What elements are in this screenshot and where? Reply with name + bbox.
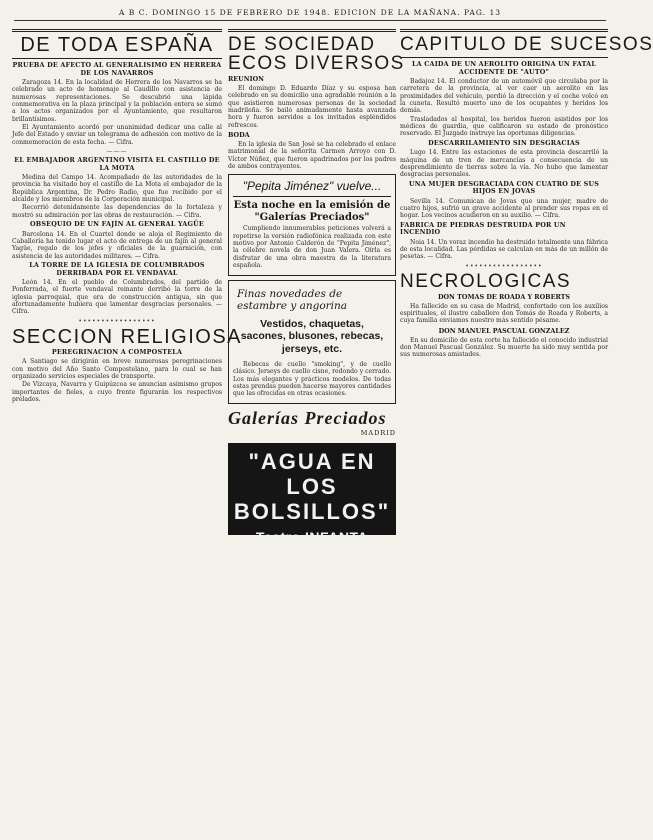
separator: ——— (106, 148, 128, 156)
article-paragraph: Sevilla 14. Comunican de Jovas que una mujer, madre de cuatro hijos, sufrió un grave accidente al prender sus ropas en el hogar. Los vecinos acudieron en su auxilio. — Cifra. (400, 197, 608, 220)
obituary-name: DON TOMAS DE ROADA Y ROBERTS (437, 292, 571, 301)
article-headline: UNA MUJER DESGRACIADA CON CUATRO DE SUS HIJOS EN JOVAS (408, 179, 600, 196)
news-label-boda: BODA (228, 131, 250, 140)
column-capitulo-de-sucesos (400, 26, 653, 832)
section-title-necrologicas: NECROLOGICAS (400, 270, 572, 292)
divider (400, 57, 608, 58)
brand-city: MADRID (360, 428, 396, 437)
article-headline: PEREGRINACION A COMPOSTELA (51, 347, 183, 356)
divider (400, 29, 608, 32)
article-paragraph: A Santiago se dirigirán en breve numerosas peregrinaciones con motivo del Año Santo Compostelano, para lo cual se han organizado servicios especiales de transporte. (12, 358, 222, 380)
divider (233, 196, 391, 197)
article-headline: LA CAIDA DE UN AEROLITO ORIGINA UN FATAL ACCIDENTE DE "AUTO" (411, 60, 597, 76)
article-paragraph: Ha fallecido en su casa de Madrid, confortado con los auxilios espirituales, el ilustre caballero don Tomás de Roada y Roberts, a cuya familia enviamos nuestro más sentido pésame. (400, 302, 608, 325)
article-paragraph: En su domicilio de esta corte ha fallecido el conocido industrial don Manuel Pascual González. Su muerte ha sido muy sentida por sus numerosas amistades. (400, 336, 608, 359)
article-paragraph: En la iglesia de San José se ha celebrado el enlace matrimonial de la señorita Carmen Arroyo con D. Víctor Núñez, que fueron apadrinados por los padres de ambos contrayentes. (228, 141, 396, 171)
column-de-sociedad (228, 26, 405, 832)
article-paragraph: León 14. En el pueblo de Columbrados, del partido de Ponferrada, el fuerte vendaval reinante derribó la torre de la iglesia parroquial, que era de construcción antigua, sin que afortunadamente hubiera que lamentar desgracias personales. — Cifra. (12, 279, 222, 316)
divider (12, 29, 222, 32)
ad-products-list: Vestidos, chaquetas, sacones, blusones, rebecas, jerseys, etc. (240, 317, 384, 355)
article-paragraph: Noia 14. Un voraz incendio ha destruido totalmente una fábrica de esta localidad. Las pérdidas se calculan en más de un millón de pesetas. — Cifra. (400, 238, 608, 261)
article-paragraph: El Ayuntamiento acordó por unanimidad dedicar una calle al Jefe del Estado y enviar un telegrama de adhesión con motivo de la conmemoración de esta fecha. — Cifra. (12, 124, 222, 146)
article-paragraph: Lugo 14. Entre las estaciones de esta provincia descarriló la máquina de un tren de mercancías a consecuencia de un desprendimiento de tierras sobre la vía. No hubo que lamentar desgracias personales. (400, 149, 608, 179)
section-title-de-toda-espana: DE TODA ESPAÑA (20, 34, 214, 56)
section-title-capitulo-de-sucesos: CAPITULO DE SUCESOS (400, 34, 653, 55)
article-paragraph: Badajoz 14. El conductor de un automóvil que circulaba por la carretera de la provincia, al ver caer un aerolito en las proximidades del vehículo, perdió la dirección y el coche volcó en la cuneta. Resultó muerto uno de los ocupantes y heridos los demás. (400, 78, 608, 115)
article-headline: FABRICA DE PIEDRAS DESTRUIDA POR UN INCENDIO (400, 220, 566, 237)
article-paragraph: Trasladados al hospital, los heridos fueron asistidos por los médicos de guardia, que calificaron su estado de pronóstico reservado. El Juzgado instruye las oportunas diligencias. (400, 115, 608, 138)
article-headline: OBSEQUIO DE UN FAJÍN AL GENERAL YAGÜE (30, 220, 204, 229)
advertisement-galerias-preciados (228, 280, 396, 404)
article-headline: PRUEBA DE AFECTO AL GENERALISIMO EN HERRERA DE LOS NAVARROS (12, 61, 222, 77)
article-headline: DESCARRILAMIENTO SIN DESGRACIAS (428, 138, 580, 147)
article-headline: EL EMBAJADOR ARGENTINO VISITA EL CASTILLO DE LA MOTA (14, 156, 220, 172)
news-label-reunion: REUNION (228, 75, 264, 83)
ad-emision-heading: Esta noche en la emisión de "Galerías Preciados" (233, 200, 391, 223)
section-title-seccion-religiosa: SECCION RELIGIOSA (12, 325, 242, 348)
advertisement-agua-en-los-bolsillos (228, 443, 396, 561)
article-paragraph: El domingo D. Eduardo Díaz y su esposa han celebrado en su domicilio una agradable reunión a la que asistieron numerosas personas de la sociedad madrileña. Se bailó animadamente hasta avanzada hora y fueron servidos a los invitados espléndidos refrescos. (228, 85, 396, 129)
separator: ••••••••••••••••• (465, 262, 543, 270)
article-paragraph: Barcelona 14. En el Cuartel donde se aloja el Regimiento de Caballería ha tenido lugar el acto de entrega de un fajín al general Yagüe, regalo de los jefes y oficiales de la guarnición, con asistencia de las autoridades militares. — Cifra. (12, 230, 222, 260)
article-paragraph: De Vizcaya, Navarra y Guipúzcoa se anuncian asimismo grupos importantes de fieles, a cuyo frente figurarán los respectivos prelados. (12, 381, 222, 403)
article-headline: LA TORRE DE LA IGLESIA DE COLUMBRADOS DERRIBADA POR EL VENDAVAL (29, 261, 205, 277)
ad-pepita-title: "Pepita Jiménez" vuelve... (242, 179, 382, 194)
separator: ••••••••••••••••• (78, 317, 156, 325)
article-paragraph: Zaragoza 14. En la localidad de Herrera de los Navarros se ha celebrado un acto de homenaje al Caudillo con asistencia de numerosas representaciones. Se descubrió una lápida conmemorativa en la plaza principal y la población entera se sumó a los actos organizados por el Ayuntamiento, que resultaron brillantísimos. (12, 79, 222, 123)
ad-title-line-1: "AGUA EN LOS (248, 448, 376, 499)
advertisement-pepita-jimenez (228, 174, 396, 275)
divider (228, 29, 396, 32)
article-paragraph: Recorrió detenidamente las dependencias de la fortaleza y mostró su admiración por las obras de restauración. — Cifra. (12, 204, 222, 219)
ad-paragraph: Cumpliendo innumerables peticiones volverá a repetirse la versión radiofónica realizada con este motivo por Antonio Calderón de "Pepita Jiménez", la célebre novela de don Juan Valera. Oírla es disfrutar de una obra maestra de la literatura española. (233, 225, 391, 270)
ad-title-line-2: BOLSILLOS" (233, 498, 391, 524)
page-header: A B C. DOMINGO 15 DE FEBRERO DE 1948. EDICION DE LA MAÑANA. PAG. 13 (14, 6, 606, 21)
article-paragraph: Medina del Campo 14. Acompañado de las autoridades de la provincia ha visitado hoy el castillo de La Mota el embajador de la República Argentina, Dr. Pedro Radio, que fue recibido por el alcalde y los miembros de la Corporación municipal. (12, 174, 222, 204)
obituary-name: DON MANUEL PASCUAL GONZALEZ (438, 326, 570, 335)
divider (12, 58, 222, 59)
ad-finas-novedades: Finas novedades de estambre y angorina (237, 287, 348, 312)
brand-galerias-preciados: Galerías Preciados (228, 407, 387, 428)
section-title-de-sociedad: DE SOCIEDAD (228, 34, 376, 55)
ad-theatre-name: Teatro INFANTA ISABEL (255, 528, 369, 561)
section-title-ecos-diversos: ECOS DIVERSOS (228, 53, 405, 74)
ad-paragraph: Rebecas de cuello "smoking", y de cuello clásico. Jerseys de cuello cisne, redondo y cerrado. Los más elegantes y prácticos modelos. De todas estas prendas pueden hacerse mayores cantidades que las ofrecidas en otras ocasiones. (233, 361, 391, 398)
